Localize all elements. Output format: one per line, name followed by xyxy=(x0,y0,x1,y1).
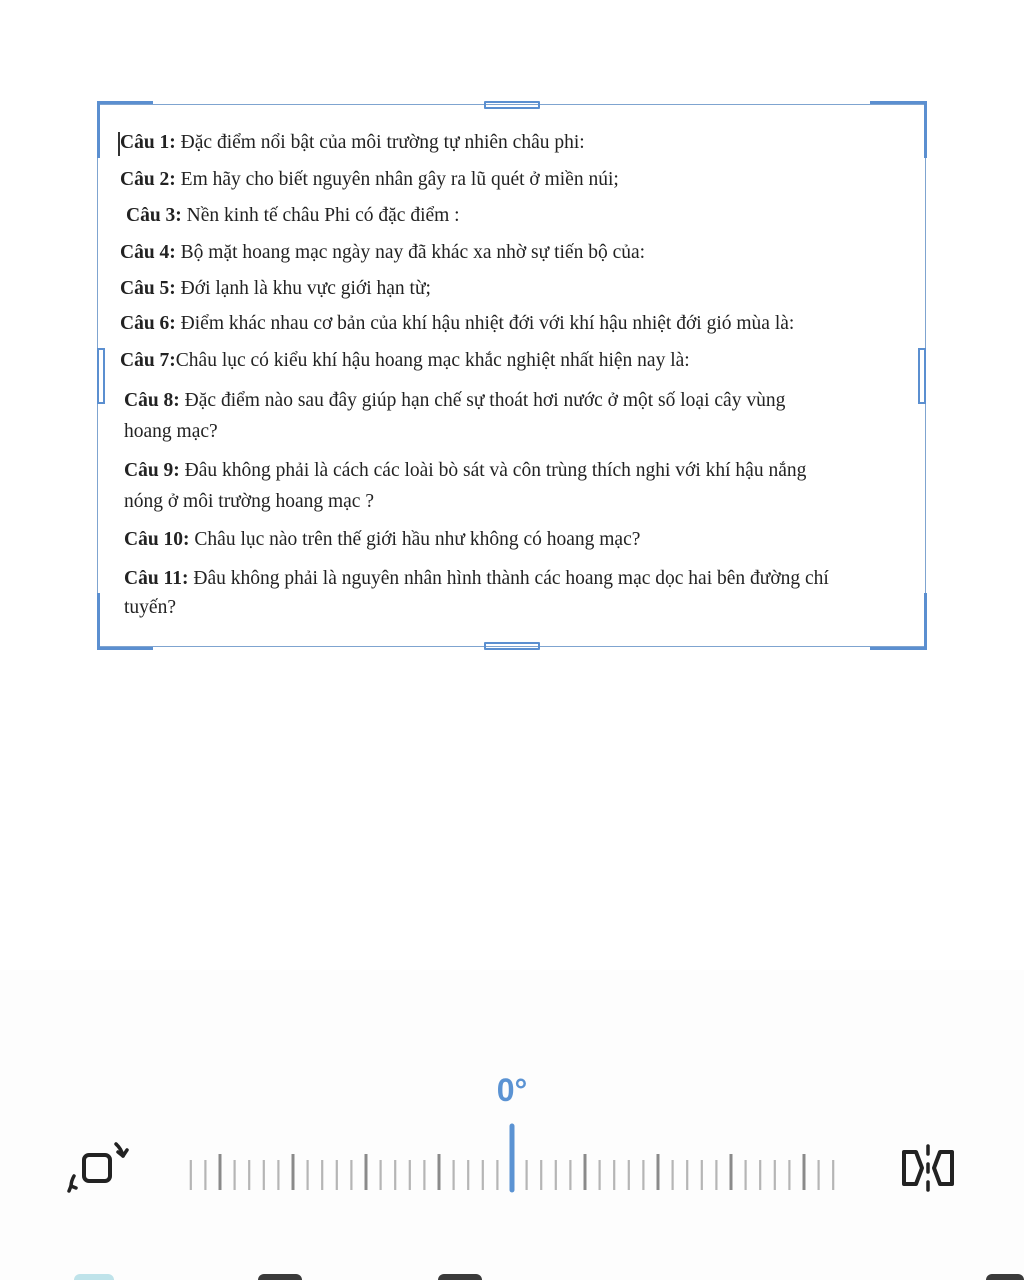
question-text: Châu lục nào trên thế giới hầu như không có hoang mạc? xyxy=(189,529,641,550)
question-3 xyxy=(120,201,840,230)
question-text: Châu lục có kiểu khí hậu hoang mạc khắc nghiệt nhất hiện nay là: xyxy=(175,350,690,371)
question-label: Câu 9: xyxy=(124,460,180,481)
question-8 xyxy=(120,385,836,447)
crop-handle-top-left[interactable] xyxy=(97,101,153,158)
question-5 xyxy=(120,274,840,303)
question-label: Câu 1: xyxy=(120,132,176,153)
question-text: Đới lạnh là khu vực giới hạn từ; xyxy=(175,278,431,299)
question-label: Câu 4: xyxy=(120,242,176,263)
thumbnail-stub xyxy=(986,1274,1024,1280)
rotate-button[interactable] xyxy=(66,1138,130,1198)
crop-handle-bottom-right[interactable] xyxy=(870,593,927,650)
question-text: Bộ mặt hoang mạc ngày nay đã khác xa nhờ sự tiến bộ của: xyxy=(175,242,646,263)
question-11 xyxy=(120,564,836,622)
crop-handle-top[interactable] xyxy=(484,101,540,109)
question-10 xyxy=(120,525,840,554)
document-text xyxy=(120,128,840,622)
question-label: Câu 5: xyxy=(120,278,176,299)
question-text: Đâu không phải là cách các loài bò sát và côn trùng thích nghi với khí hậu nắng nóng ở môi trường hoang mạc ? xyxy=(124,460,807,512)
rotation-angle-label: 0° xyxy=(496,1072,528,1108)
question-6 xyxy=(120,311,820,337)
question-text: Em hãy cho biết nguyên nhân gây ra lũ quét ở miền núi; xyxy=(175,169,619,190)
question-2 xyxy=(120,165,840,194)
flip-horizontal-icon xyxy=(898,1144,958,1192)
question-label: Câu 7: xyxy=(120,350,176,371)
rotate-icon xyxy=(66,1138,130,1198)
thumbnail-stub xyxy=(258,1274,302,1280)
document-image xyxy=(100,104,924,646)
flip-button[interactable] xyxy=(898,1144,958,1192)
crop-handle-bottom-left[interactable] xyxy=(97,593,153,650)
rotation-dial[interactable] xyxy=(180,1120,844,1196)
question-text: Đặc điểm nổi bật của môi trường tự nhiên châu phi: xyxy=(175,132,585,153)
question-label: Câu 3: xyxy=(126,205,182,226)
crop-handle-top-right[interactable] xyxy=(870,101,927,158)
question-label: Câu 6: xyxy=(120,313,176,334)
question-label: Câu 11: xyxy=(124,568,189,589)
question-label: Câu 8: xyxy=(124,390,180,411)
question-9 xyxy=(120,455,836,517)
question-7 xyxy=(120,346,840,375)
question-text: Đâu không phải là nguyên nhân hình thành các hoang mạc dọc hai bên đường chí tuyến? xyxy=(124,568,829,618)
question-label: Câu 2: xyxy=(120,169,176,190)
crop-handle-left[interactable] xyxy=(97,348,105,404)
question-text: Nền kinh tế châu Phi có đặc điểm : xyxy=(181,205,460,226)
crop-handle-bottom[interactable] xyxy=(484,642,540,650)
question-label: Câu 10: xyxy=(124,529,190,550)
crop-handle-right[interactable] xyxy=(918,348,926,404)
question-4 xyxy=(120,238,840,267)
thumbnail-stub xyxy=(74,1274,114,1280)
thumbnail-stub xyxy=(438,1274,482,1280)
question-1 xyxy=(120,128,840,157)
question-text: Điểm khác nhau cơ bản của khí hậu nhiệt đới với khí hậu nhiệt đới gió mùa là: xyxy=(175,313,795,334)
question-text: Đặc điểm nào sau đây giúp hạn chế sự thoát hơi nước ở một số loại cây vùng hoang mạc? xyxy=(124,390,786,442)
